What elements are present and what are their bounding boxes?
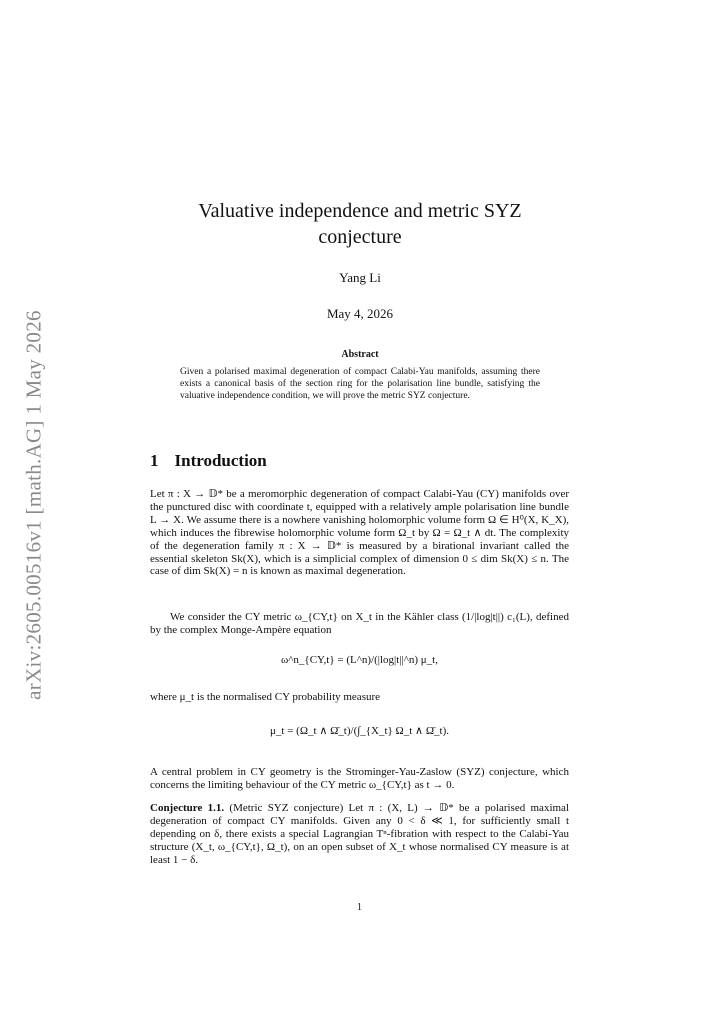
paragraph-2: We consider the CY metric ω_{CY,t} on X_t in the Kähler class (1/|log|t||) c₁(L), defined by the complex Monge-Ampère equation [150, 611, 569, 636]
paragraph-3: where μ_t is the normalised CY probability measure [150, 691, 381, 703]
abstract-text: Given a polarised maximal degeneration of compact Calabi-Yau manifolds, assuming there exists a canonical basis of the section ring for the polarisation line bundle, satisfying the valuative independence condition, we will prove the metric SYZ conjecture. [180, 367, 540, 402]
paper-date: May 4, 2026 [326, 306, 394, 321]
title-line-1: Valuative independence and metric SYZ [198, 200, 522, 222]
section-number: 1 [150, 451, 159, 470]
abstract-heading: Abstract [341, 349, 379, 360]
author-name: Yang Li [339, 270, 381, 285]
section-heading [150, 451, 267, 471]
arxiv-sidebar-stamp [14, 280, 54, 730]
page-number: 1 [357, 902, 362, 913]
conjecture-label: Conjecture 1.1. [150, 802, 225, 814]
equation-monge-ampere: ω^n_{CY,t} = (L^n)/(|log|t||^n) μ_t, [281, 654, 438, 666]
conjecture-text: (Metric SYZ conjecture) Let π : (X, L) → 𝔻* be a polarised maximal degeneration of compact CY manifolds. Given any 0 < δ ≪ 1, for sufficiently small t depending on δ, there exists a special Lagrangian Tⁿ-fibration with respect to the Calabi-Yau structure (X_t, ω_{CY,t}, Ω_t), on an open subset of X_t whose normalised CY measure is at least 1 − δ. [150, 802, 569, 866]
paper-title [150, 198, 570, 250]
title-line-2: conjecture [318, 226, 402, 248]
paragraph-4: A central problem in CY geometry is the Strominger-Yau-Zaslow (SYZ) conjecture, which concerns the limiting behaviour of the CY metric ω_{CY,t} as t → 0. [150, 766, 569, 791]
conjecture-1-1 [150, 802, 569, 867]
equation-measure: μ_t = (Ω_t ∧ Ω̄_t)/(∫_{X_t} Ω_t ∧ Ω̄_t). [270, 725, 449, 737]
section-title: Introduction [174, 451, 267, 470]
paragraph-1: Let π : X → 𝔻* be a meromorphic degeneration of compact Calabi-Yau (CY) manifolds over the punctured disc with coordinate t, equipped with a relatively ample polarisation line bundle L → X. We assume there is a nowhere vanishing holomorphic volume form Ω ∈ H⁰(X, K_X), which induces the fibrewise holomorphic volume form Ω_t by Ω = Ω_t ∧ dt. The complexity of the degeneration family π : X → 𝔻* is measured by a birational invariant called the essential skeleton Sk(X), which is a simplicial complex of dimension 0 ≤ dim Sk(X) ≤ n. The case of dim Sk(X) = n is known as maximal degeneration. [150, 488, 569, 578]
arxiv-identifier: arXiv:2605.00516v1 [math.AG] 1 May 2026 [21, 310, 46, 700]
